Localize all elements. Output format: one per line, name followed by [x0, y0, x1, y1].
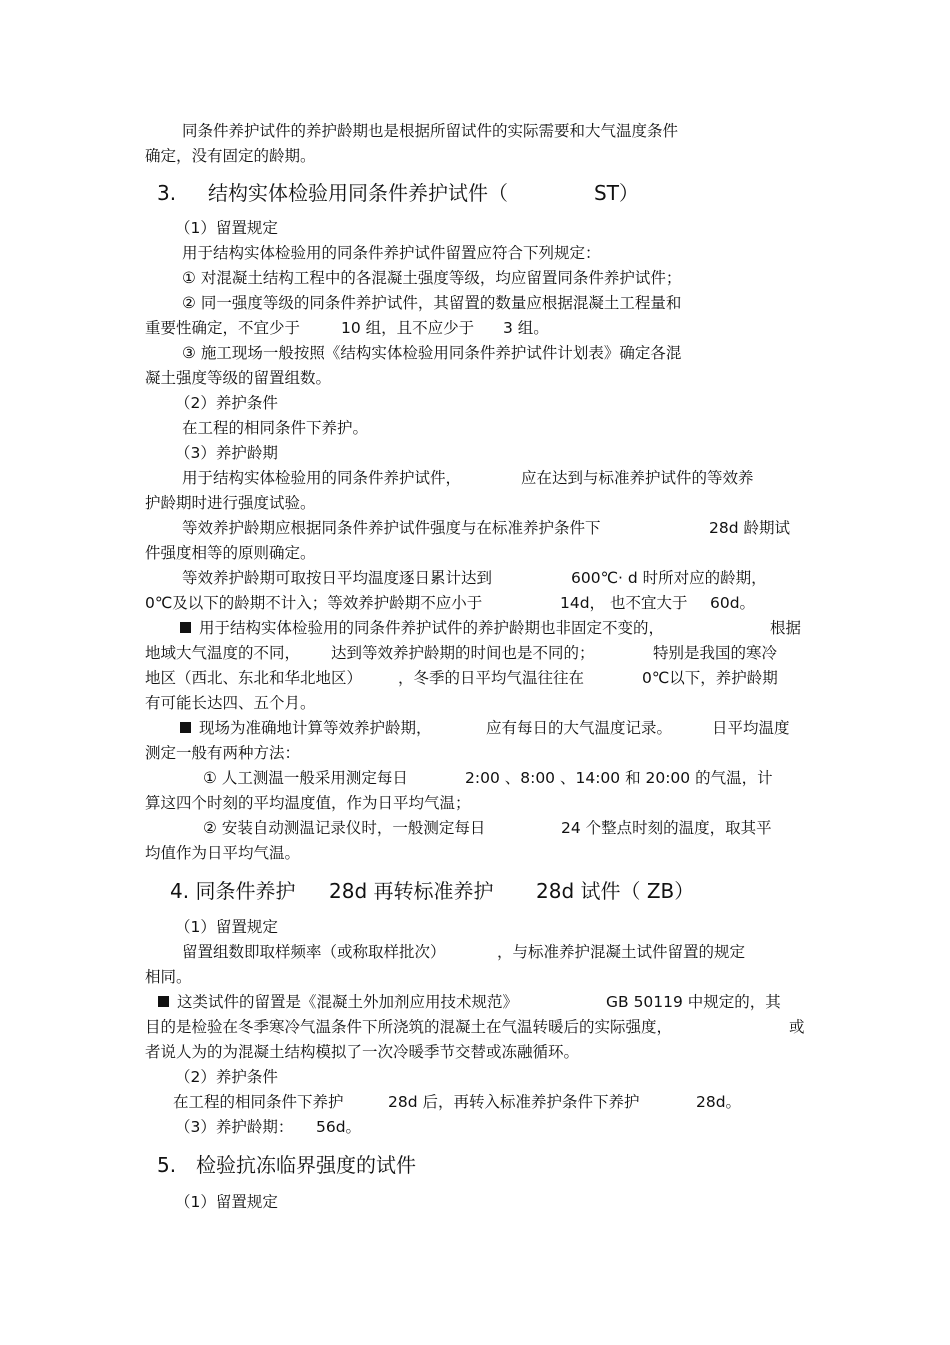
paragraph-line: 60d。 — [710, 594, 756, 612]
paragraph-line: 者说人为的为混凝土结构模拟了一次冷暖季节交替或冻融循环。 — [145, 1043, 580, 1061]
paragraph-line: 留置组数即取样频率（或称取样批次） — [182, 943, 446, 961]
paragraph-line: GB 50119 中规定的，其 — [606, 993, 781, 1011]
paragraph-line: 根据 — [770, 619, 802, 637]
section-5-number: 5. — [157, 1153, 177, 1177]
paragraph-line: 地域大气温度的不同， — [145, 644, 301, 662]
square-bullet-icon — [158, 996, 169, 1007]
paragraph-line: ，冬季的日平均气温往往在 — [398, 669, 585, 687]
paragraph-line: 特别是我国的寒冷 — [653, 644, 778, 662]
paragraph-line: 件强度相等的原则确定。 — [145, 544, 316, 562]
bullet-paragraph: 现场为准确地计算等效养护龄期， — [180, 718, 432, 738]
paragraph-line: 达到等效养护龄期的时间也是不同的； — [331, 644, 595, 662]
paragraph-line: 3 组。 — [503, 319, 549, 337]
section-4-heading-part: 28d 再转标准养护 — [329, 879, 494, 903]
paragraph-line: 凝土强度等级的留置组数。 — [145, 369, 332, 387]
paragraph-line: 有可能长达四、五个月。 — [145, 694, 316, 712]
paragraph-line: 用于结构实体检验用的同条件养护试件， — [182, 469, 462, 487]
paragraph-line: 在工程的相同条件下养护 — [173, 1093, 344, 1111]
section-3-number: 3. — [157, 181, 177, 205]
paragraph-line: 测定一般有两种方法： — [145, 744, 301, 762]
paragraph-line: 均值作为日平均气温。 — [145, 844, 301, 862]
paragraph-line: 0℃及以下的龄期不计入；等效养护龄期不应小于 — [145, 594, 483, 612]
method-item-1: ① 人工测温一般采用测定每日 — [203, 769, 408, 787]
bullet-paragraph: 用于结构实体检验用的同条件养护试件的养护龄期也非固定不变的， — [180, 618, 664, 638]
section-4-heading: 4. 同条件养护 — [170, 879, 296, 903]
curing-age-value: 56d。 — [316, 1118, 362, 1136]
paragraph-line: 28d 龄期试 — [709, 519, 790, 537]
list-item-2: ② 同一强度等级的同条件养护试件，其留置的数量应根据混凝土工程量和 — [182, 294, 682, 312]
paragraph-line: 用于结构实体检验用的同条件养护试件留置应符合下列规定： — [182, 244, 601, 262]
section-4-heading-part: 28d 试件（ ZB） — [536, 879, 695, 903]
paragraph-line: 应有每日的大气温度记录。 — [486, 719, 673, 737]
paragraph-line: 等效养护龄期应根据同条件养护试件强度与在标准养护条件下 — [182, 519, 601, 537]
paragraph-line: 目的是检验在冬季寒冷气温条件下所浇筑的混凝土在气温转暖后的实际强度， — [145, 1018, 673, 1036]
bullet-paragraph: 这类试件的留置是《混凝土外加剂应用技术规范》 — [158, 992, 518, 1012]
subheading-retention-rules: （1）留置规定 — [175, 918, 278, 936]
list-item-1: ① 对混凝土结构工程中的各混凝土强度等级，均应留置同条件养护试件； — [182, 269, 682, 287]
subheading-curing-conditions: （2）养护条件 — [175, 1068, 278, 1086]
paragraph-line: 10 组，且不应少于 — [341, 319, 475, 337]
paragraph-line: 在工程的相同条件下养护。 — [182, 419, 369, 437]
paragraph-line: 24 个整点时刻的温度，取其平 — [561, 819, 772, 837]
paragraph-line: 重要性确定，不宜少于 — [145, 319, 301, 337]
paragraph-line: 14d， 也不宜大于 — [560, 594, 688, 612]
paragraph-line: 0℃以下，养护龄期 — [642, 669, 778, 687]
subheading-curing-conditions: （2）养护条件 — [175, 394, 278, 412]
section-3-heading: 结构实体检验用同条件养护试件（ — [208, 181, 508, 205]
paragraph-line: 等效养护龄期可取按日平均温度逐日累计达到 — [182, 569, 493, 587]
list-item-3: ③ 施工现场一般按照《结构实体检验用同条件养护试件计划表》确定各混 — [182, 344, 682, 362]
paragraph-line: 2:00 、8:00 、14:00 和 20:00 的气温，计 — [465, 769, 773, 787]
paragraph-line: 相同。 — [145, 968, 192, 986]
paragraph-line: 600℃· d 时所对应的龄期， — [571, 569, 767, 587]
subheading-retention-rules: （1）留置规定 — [175, 219, 278, 237]
paragraph-line: 28d。 — [696, 1093, 742, 1111]
paragraph-line: 28d 后，再转入标准养护条件下养护 — [388, 1093, 640, 1111]
paragraph-line: 算这四个时刻的平均温度值，作为日平均气温； — [145, 794, 471, 812]
paragraph-line: 日平均温度 — [712, 719, 790, 737]
paragraph-line: 同条件养护试件的养护龄期也是根据所留试件的实际需要和大气温度条件 — [182, 122, 679, 140]
paragraph-line: ，与标准养护混凝土试件留置的规定 — [497, 943, 746, 961]
subheading-retention-rules: （1）留置规定 — [175, 1193, 278, 1211]
square-bullet-icon — [180, 622, 191, 633]
subheading-curing-age: （3）养护龄期 — [175, 444, 278, 462]
subheading-curing-age: （3）养护龄期： — [175, 1118, 294, 1136]
section-3-code: ST） — [594, 181, 639, 205]
paragraph-line: 护龄期时进行强度试验。 — [145, 494, 316, 512]
method-item-2: ② 安装自动测温记录仪时，一般测定每日 — [203, 819, 486, 837]
paragraph-line: 地区（西北、东北和华北地区） — [145, 669, 363, 687]
paragraph-line: 或 — [789, 1018, 805, 1036]
paragraph-line: 应在达到与标准养护试件的等效养 — [521, 469, 754, 487]
square-bullet-icon — [180, 722, 191, 733]
section-5-heading: 检验抗冻临界强度的试件 — [196, 1153, 416, 1177]
paragraph-line: 确定，没有固定的龄期。 — [145, 147, 316, 165]
